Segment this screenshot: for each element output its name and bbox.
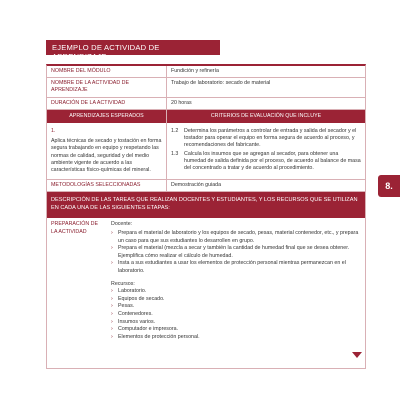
criterion-item: [171, 151, 361, 173]
criterion-text: Determina los parámetros a controlar de entrada y salida del secador y el tostador para operar el equipo en forma segura de acuerdo al proceso, y recomendaciones del fabricante.: [184, 128, 357, 149]
activity-table: [46, 64, 366, 369]
docente-task: Prepara el material de laboratorio y los equipos de secado, pesas, material contenedor, etc., y prepara un caso para que sus estudiantes lo desarrollen en grupo.: [118, 230, 359, 244]
list-item: [111, 334, 361, 342]
evaluation-criteria-header: CRITERIOS DE EVALUACIÓN QUE INCLUYE: [210, 112, 322, 119]
duration-row: [47, 98, 365, 110]
docente-heading: Docente:: [111, 221, 133, 228]
criterion-item: [171, 128, 361, 150]
duration-value: 20 horas: [171, 99, 192, 106]
bullet-icon: ›: [111, 310, 113, 317]
list-item: [111, 288, 361, 296]
bullet-icon: ›: [111, 333, 113, 340]
resource-item: Insumos varios.: [118, 318, 156, 325]
list-item: [111, 326, 361, 334]
activity-name-row: [47, 78, 365, 97]
module-value: Fundición y refinería: [171, 68, 219, 74]
tasks-description-bar: DESCRIPCIÓN DE LAS TAREAS QUE REALIZAN DOCENTES Y ESTUDIANTES, Y LOS RECURSOS QUE SE UTILIZAN EN CADA UNA DE LAS SIGUIENTES ETAPAS:: [47, 192, 365, 218]
bullet-icon: ›: [111, 303, 113, 310]
bullet-icon: ›: [111, 230, 113, 237]
learning-number: 1.: [51, 128, 56, 135]
bullet-icon: ›: [111, 295, 113, 302]
bullet-icon: ›: [111, 326, 113, 333]
expected-learning-header: APRENDIZAJES ESPERADOS: [47, 110, 167, 123]
preparation-row: [47, 218, 365, 368]
list-item: [111, 311, 361, 319]
activity-name-label: NOMBRE DE LA ACTIVIDAD DE APRENDIZAJE: [47, 78, 167, 96]
activity-name-value: Trabajo de laboratorio: secado de material: [171, 80, 271, 87]
expected-learning-cell: [47, 123, 167, 179]
resource-item: Equipos de secado.: [118, 295, 165, 302]
methodology-label: METODOLOGÍAS SELECCIONADAS: [47, 180, 167, 191]
module-label: NOMBRE DEL MÓDULO: [47, 66, 167, 77]
criterion-text: Calcula los insumos que se agregan al secador, para obtener una humedad de salida definida por el proceso, de acuerdo al balance de masa del concentrado a tratar y de acuerdo al procedimiento.: [184, 150, 361, 172]
list-item: [111, 319, 361, 327]
activity-sheet: [46, 40, 366, 369]
section-header-row: [47, 110, 365, 123]
chapter-tab: 8.: [378, 175, 400, 197]
criteria-cell: [167, 123, 365, 179]
resource-item: Contenedores.: [118, 310, 153, 317]
list-item: [111, 230, 361, 245]
resource-item: Elementos de protección personal.: [118, 333, 200, 340]
methodology-row: [47, 180, 365, 192]
list-item: [111, 260, 361, 275]
resource-item: Laboratorio.: [118, 288, 147, 295]
bullet-icon: ›: [111, 318, 113, 325]
module-row: [47, 66, 365, 78]
continue-arrow-icon: [352, 352, 362, 358]
resources-heading: Recursos:: [111, 280, 135, 287]
docente-task: Prepara el material (mezcla a secar y también la cantidad de humedad final que se desea obtener. Ejemplifica cómo realizar el cálculo de humedad.: [118, 245, 350, 259]
criterion-number: 1.3: [171, 150, 179, 157]
docente-task: Insta a sus estudiantes a usar los elementos de protección personal mientras permanezcan en el laboratorio.: [118, 260, 346, 274]
duration-label: DURACIÓN DE LA ACTIVIDAD: [47, 98, 167, 109]
resource-item: Computador e impresora.: [118, 326, 179, 333]
learning-text: Aplica técnicas de secado y tostación en forma segura trabajando en equipo y respetando las normas de calidad, seguridad y del medio ambiente vigente de acuerdo a las características físico-químicas del mineral.: [51, 138, 162, 174]
list-item: [111, 296, 361, 304]
list-item: [111, 245, 361, 260]
list-item: [111, 303, 361, 311]
criterion-number: 1.2: [171, 128, 179, 135]
bullet-icon: ›: [111, 260, 113, 267]
resource-item: Pesas.: [118, 303, 135, 310]
preparation-content: [107, 218, 365, 368]
preparation-label: PREPARACIÓN DE LA ACTIVIDAD: [51, 221, 98, 235]
page-title: EJEMPLO DE ACTIVIDAD DE APRENDIZAJE: [46, 40, 220, 55]
methodology-value: Demostración guiada: [171, 182, 222, 189]
bullet-icon: ›: [111, 288, 113, 295]
bullet-icon: ›: [111, 245, 113, 252]
learning-criteria-row: [47, 123, 365, 180]
